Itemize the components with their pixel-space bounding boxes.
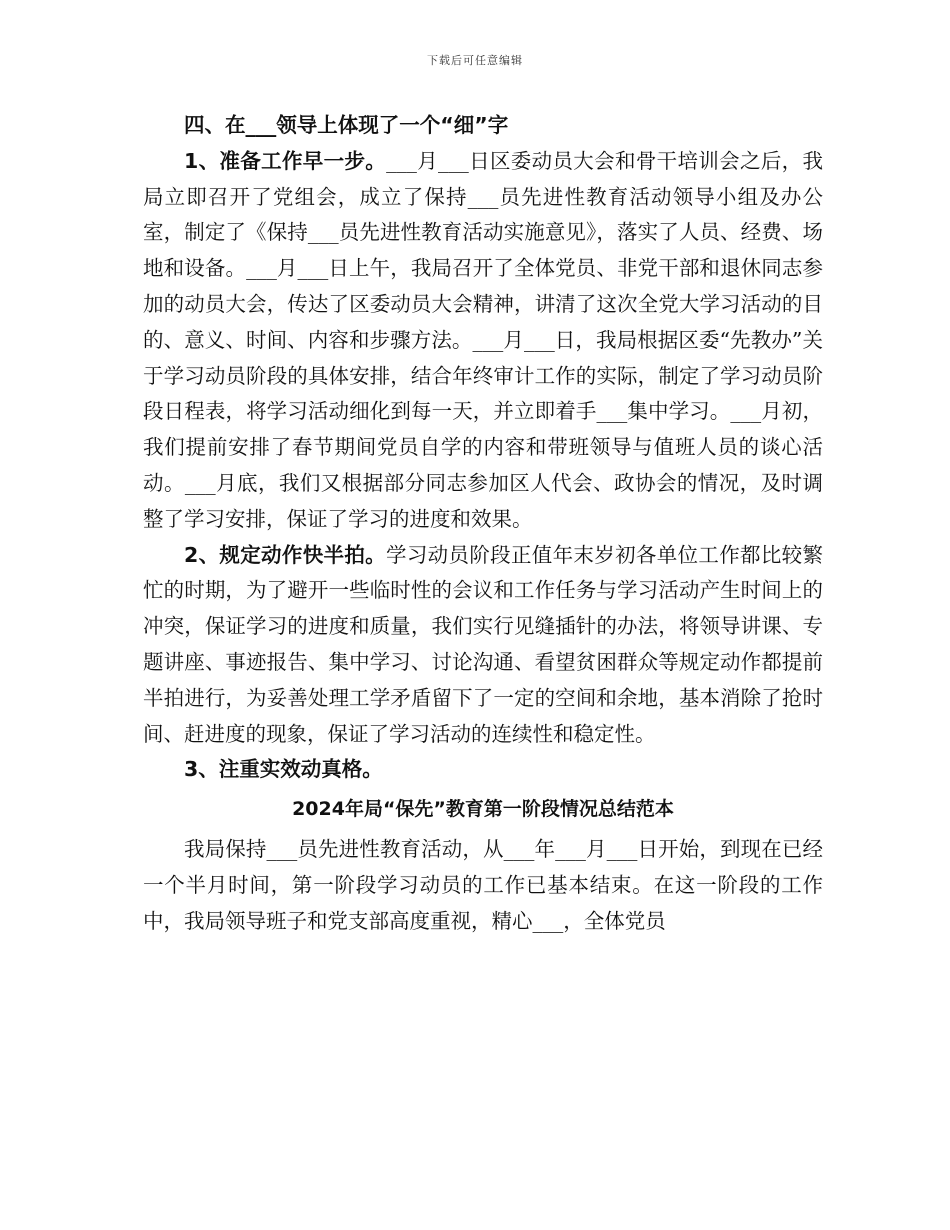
item-1-lead: 1、准备工作早一步。 (184, 148, 387, 173)
document-body (143, 108, 823, 939)
second-document-title: 2024年局“保先”教育第一阶段情况总结范本 (292, 798, 674, 821)
second-paragraph: 我局保持___员先进性教育活动，从___年___月___日开始，到现在已经一个半月时间，第一阶段学习动员的工作已基本结束。在这一阶段的工作中，我局领导班子和党支部高度重视，精心___，全体党员 (143, 836, 823, 933)
paragraph-item-3 (143, 752, 823, 788)
item-3-lead: 3、注重实效动真格。 (184, 757, 383, 782)
item-2-text: 学习动员阶段正值年末岁初各单位工作都比较繁忙的时期，为了避开一些临时性的会议和工作任务与学习活动产生时间上的冲突，保证学习的进度和质量，我们实行见缝插针的办法，将领导讲课、专题讲座、事迹报告、集中学习、讨论沟通、看望贫困群众等规定动作都提前半拍进行，为妥善处理工学矛盾留下了一定的空间和余地，基本消除了抢时间、赶进度的现象，保证了学习活动的连续性和稳定性。 (143, 542, 824, 746)
header-note: 下载后可任意编辑 (427, 54, 523, 67)
paragraph-item-1 (143, 144, 823, 538)
section-heading: 四、在___领导上体现了一个“细”字 (184, 113, 509, 137)
paragraph-item-2 (143, 538, 823, 753)
item-2-lead: 2、规定动作快半拍。 (184, 542, 387, 567)
item-1-text: ___月___日区委动员大会和骨干培训会之后，我局立即召开了党组会，成立了保持___员先进性教育活动领导小组及办公室，制定了《保持___员先进性教育活动实施意见》，落实了人员、经费、场地和设备。___月___日上午，我局召开了全体党员、非党干部和退休同志参加的动员大会，传达了区委动员大会精神，讲清了这次全党大学习活动的目的、意义、时间、内容和步骤方法。___月___日，我局根据区委“先教办”关于学习动员阶段的具体安排，结合年终审计工作的实际，制定了学习动员阶段日程表，将学习活动细化到每一天，并立即着手___集中学习。___月初，我们提前安排了春节期间党员自学的内容和带班领导与值班人员的谈心活动。___月底，我们又根据部分同志参加区人代会、政协会的情况，及时调整了学习安排，保证了学习的进度和效果。 (143, 148, 824, 531)
